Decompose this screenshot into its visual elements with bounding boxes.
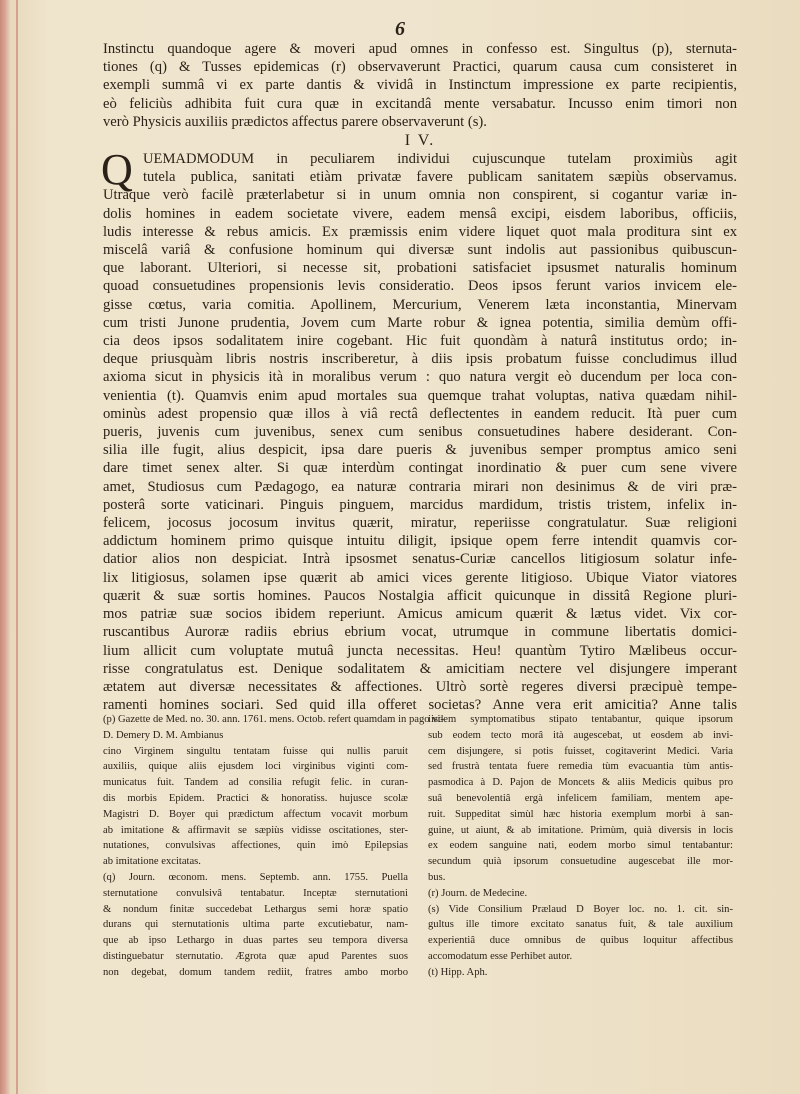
text-line: ruscantibus Auroræ radiis ebrius ebrium vocat, utrumque in commune libertatis domici- <box>103 624 737 641</box>
text-line: cum tristi Junone prudentia, Jovem cum Marte robur & ignea potentia, similia demùm offi- <box>103 314 737 331</box>
text-line: deque priusquàm libris nostris inscriberetur, à diis ipsis probatum fuisse concludimus illud <box>103 351 737 368</box>
footnote-line: (p) Gazette de Med. no. 30. ann. 1761. mens. Octob. refert quamdam in pago vi- <box>103 714 444 725</box>
footnote-line: pasmodica à D. Pajon de Moncets & aliis Medicis quibus pro <box>428 777 733 789</box>
text-line: Utraque verò facilè præterlabetur si in unum omnia non conspirent, si cogantur variæ in- <box>103 187 737 204</box>
footnote-line: & nondum finitæ succedebat Lethargus semi horæ spatio <box>103 903 408 915</box>
text-line: datior alios non despiciat. Intrà ipsosmet senatus-Curiæ cancellos litigiosum solatur infe- <box>103 551 737 568</box>
footnote-line: dis morbis Epidem. Practici & honoratiss. hujusce scolæ <box>103 792 408 804</box>
text-line: exempli summâ vi ex parte dantis & vividâ in Instinctum impressione ex parte recipientis, <box>103 77 737 94</box>
text-line: ætatem aut diversæ necessitates & affectiones. Ultrò sortè regeres diversi præcipuè tempe- <box>103 678 737 695</box>
page-margin-line <box>16 0 18 1094</box>
section-heading: I V. <box>404 132 436 150</box>
text-line: quærit & suæ sortis homines. Paucos Nostalgia afficit quicunque in dissitâ Regione pluri- <box>103 587 737 604</box>
footnote-line: D. Demery D. M. Ambianus <box>103 729 224 741</box>
text-line: pueris, juvenis cum juvenibus, senex cum senibus consuetudines habere desiderant. Con- <box>103 424 737 441</box>
text-line: UEMADMODUM in peculiarem individui cujuscunque tutelam proximiùs agit <box>143 151 737 168</box>
footnotes-left-column <box>103 712 444 981</box>
text-line: ramenti homines sociari. Sed quid illa offeret societas? Anne vera erit amicitia? Anne talis <box>103 697 737 714</box>
footnote-line: durans qui sternutationis ultima parte excutiebatur, nam- <box>103 919 408 931</box>
text-line: lix litigiosus, solamen ipse quærit ab amici vices gerente litigioso. Ubique Viator viatores <box>103 569 737 586</box>
footnote-line: sternutatione convulsivâ tentabatur. Inceptæ sternutationi <box>103 887 408 899</box>
text-line: gisse cœtus, varia comitia. Apollinem, Mercurium, Venerem læta inconstantia, Minervam <box>103 296 737 313</box>
footnote-line: guine, ut aiunt, & ab imitatione. Primùm, quià diversis in locis <box>428 824 733 836</box>
footnote-line: non degebat, domum tandem rediit, fratres ambo morbo <box>103 966 408 978</box>
section-body <box>101 145 737 714</box>
footnotes-right-column <box>428 712 733 981</box>
text-line: verò Physicis auxiliis prædictos affectus parere observaverunt (s). <box>103 113 487 130</box>
text-line: ludis interesse & rebus amicis. Ex præmissis enim videre liquet quot mala proditura sint ex <box>103 223 737 240</box>
text-line: silia ille fugit, alius despicit, ipsa dare pueris & juvenibus semper promptus amico seni <box>103 442 737 459</box>
footnote-line: Magistri D. Boyer qui prædictum affectum vocavit morbum <box>103 808 408 820</box>
page-edge-red <box>0 0 10 1094</box>
text-line: tutela publica, sanitati etiàm privatæ favere publicam sanitatem sæpiùs observamus. <box>143 169 737 186</box>
footnote-line: cino Virginem singultu tentatam fuisse qui nullis paruit <box>103 745 408 757</box>
footnote-line: ab imitatione & affirmavit se sæpiùs vidisse oscitationes, ster- <box>103 824 408 836</box>
footnote-line: ruit. Suppeditat simùl hæc historia exemplum morbi à san- <box>428 808 733 820</box>
footnote-line: que ab ipso Lethargo in duas partes seu tempora diversa <box>103 935 408 947</box>
text-line: que laborant. Ulteriori, si necesse sit, probationi satisfaciet ipsusmet naturalis hominum <box>103 260 737 277</box>
footnote-line: ab imitatione excitatas. <box>103 856 201 868</box>
footnote-line: bus. <box>428 871 446 883</box>
footnote-line: (r) Journ. de Medecine. <box>428 887 528 899</box>
footnote-line: iisdem symptomatibus stipato tentabantur, quique ipsorum <box>428 714 733 725</box>
body-paragraph <box>101 145 737 714</box>
text-line: quoad consuetudines propensionis levis consideratio. Deos ipsos ferunt varios invicem ele- <box>103 278 737 295</box>
page-number: 6 <box>395 18 405 40</box>
footnotes <box>103 712 737 1052</box>
text-line: venientia (t). Quamvis enim apud mortales sua quemque trahat voluptas, nativa quædam nihil- <box>103 387 737 404</box>
main-text <box>103 40 737 714</box>
text-line: dare timet senex alter. Si quæ interdùm contingat inordinatio & puer cum sene vivere <box>103 460 737 477</box>
text-line: posterâ sorte vaticinari. Pinguis pinguem, marcidus mardidum, tristis tristem, infelix in- <box>103 496 737 513</box>
footnote-line: (t) Hipp. Aph. <box>428 966 488 978</box>
text-line: tiones (q) & Tusses epidemicas (r) observaverunt Practici, quarum causa cum consisteret in <box>103 59 737 76</box>
footnote-line: sub eodem tecto morâ ità augescebat, ut eosdem ab invi- <box>428 729 733 741</box>
footnote-line: accomodatum esse Perhibet autor. <box>428 950 573 962</box>
footnote-line: cem disjungere, si potis fuisset, cogitaverint Medici. Varia <box>428 745 733 757</box>
text-line: axioma sicut in physicis ità in moralibus verum : quo natura vergit eò ducendum per loca con- <box>103 369 737 386</box>
text-line: mos patriæ suæ socios ibidem reperiunt. Amicus amicum quærit & lætus videt. Vix cor- <box>103 606 737 623</box>
footnote-line: nutationes, convulsivas affectiones, quin imò Epilepsias <box>103 840 408 852</box>
text-line: amet, Studiosus cum Pædagogo, ea naturæ contraria mirari non desinimus & de viri præ- <box>103 478 737 495</box>
text-line: lium allicit cum voluptate mutuâ juncta necessitas. Heu! quantùm Tytiro Mælibeus occur- <box>103 642 737 659</box>
text-line: miscelâ variâ & confusione hominum qui diversæ sunt indolis aut passionibus quibuscun- <box>103 242 737 259</box>
footnote-line: (q) Journ. œconom. mens. Septemb. ann. 1755. Puella <box>103 871 408 883</box>
footnote-line: distinguebatur sternutatio. Ægrota quæ apud Parentes suos <box>103 950 408 962</box>
footnote-line: suâ benevolentiâ ergà infelicem familiam, mentem ape- <box>428 792 733 804</box>
text-line: eò feliciùs adhibita fuit cura quæ in excitandâ mente versabatur. Incusso enim timori non <box>103 95 737 112</box>
text-line: dolis homines in eadem societate vivere, eadem mensâ excipi, eisdem laboribus, officiis, <box>103 205 737 222</box>
footnote-line: auxiliis, quique aliis ejusdem loci virginibus viginti com- <box>103 761 408 773</box>
footnote-line: experientiâ duce omnibus de quibus loquitur affectibus <box>428 935 733 947</box>
footnote-line: municatus fuit. Tandem ad consilia refugit felic. in curan- <box>103 777 408 789</box>
text-line: risse congratulatus est. Denique sodalitatem & amicitiam nectere vel disjungere imperant <box>103 660 737 677</box>
drop-cap: Q <box>101 145 133 195</box>
text-line: Instinctu quandoque agere & moveri apud omnes in confesso est. Singultus (p), sternuta- <box>103 41 737 57</box>
text-line: addictum hominem primo quisque intuitu diligit, ipsique opem ferre intendit quamvis cor- <box>103 533 737 550</box>
text-line: ominùs adest propensio quæ illos à viâ rectâ deflectentes in eandem reducit. Ità puer cum <box>103 405 737 422</box>
footnote-line: gultus ille timore excitato sanatus fuit, & tale auxilium <box>428 919 733 931</box>
footnote-line: (s) Vide Consilium Prælaud D Boyer loc. no. 1. cit. sin- <box>428 903 733 915</box>
footnote-line: sed frustrà tentata fuere remedia tùm evacuantia tùm antis- <box>428 761 733 773</box>
text-line: cia deos ipsos sodalitatem inire cogebant. Hic fuit quondàm à naturâ institutus ordo; in- <box>103 333 737 350</box>
text-line: felicem, jocosus jocosum invitus quærit, miratur, reperiisse congratulatur. Suæ religioni <box>103 515 737 532</box>
footnote-line: secundum quià ipsorum consuetudine augescebat ille mor- <box>428 856 733 868</box>
footnote-line: ex eodem sanguine nati, eodem morbo simul tentabantur: <box>428 840 733 852</box>
intro-paragraph <box>103 40 737 131</box>
